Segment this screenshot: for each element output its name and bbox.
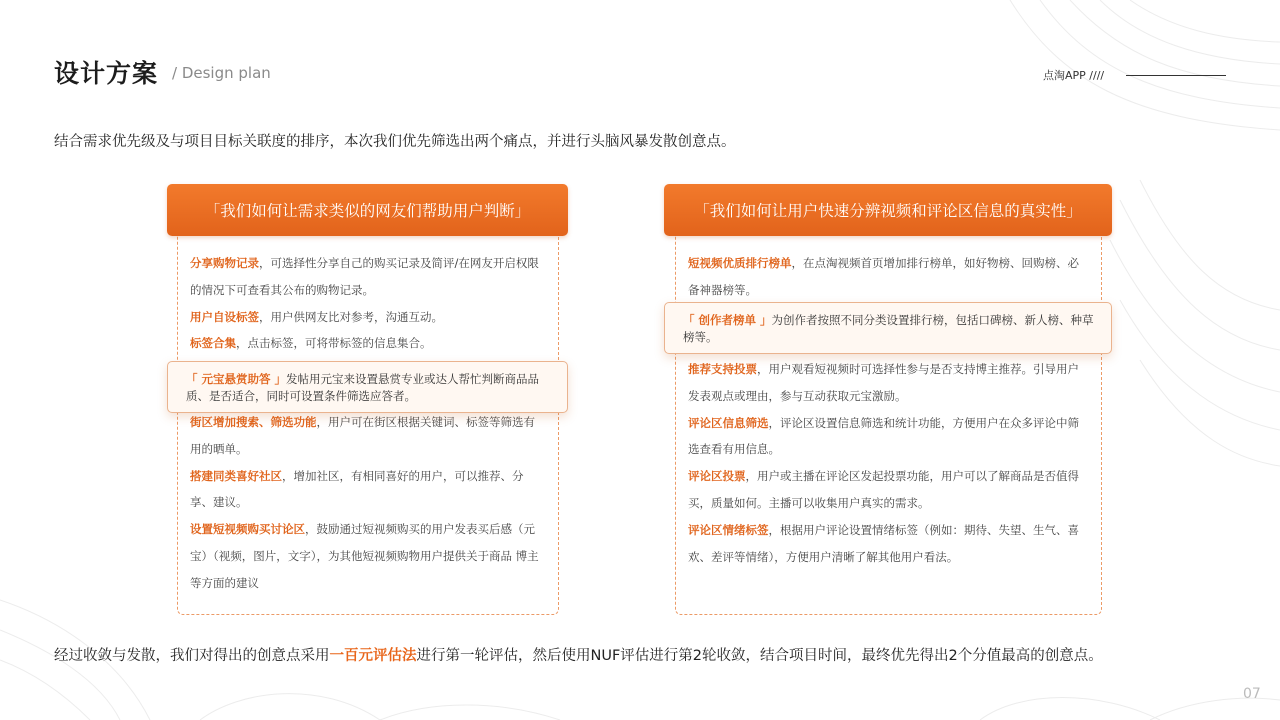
- callout-text: 发帖用元宝来设置悬赏专业或达人帮忙判断商品品质、是否适合，同时可设置条件筛选应答者。: [186, 372, 540, 403]
- left-card-body: [177, 234, 559, 615]
- right-card-callout: [664, 302, 1112, 354]
- list-item: 评论区信息筛选，评论区设置信息筛选和统计功能，方便用户在众多评论中筛选查看有用信息。: [688, 415, 1079, 457]
- intro-text: 结合需求优先级及与项目目标关联度的排序，本次我们优先筛选出两个痛点，并进行头脑风暴发散创意点。: [54, 134, 736, 150]
- list-item: 短视频优质排行榜单，在点淘视频首页增加排行榜单，如好物榜、回购榜、必备神器榜等。: [688, 256, 1079, 297]
- list-item: 街区增加搜索、筛选功能，用户可在街区根据关键词、标签等筛选有用的晒单。: [190, 415, 535, 456]
- left-card-callout: [167, 361, 568, 413]
- conclusion-text: 经过收敛与发散，我们对得出的创意点采用一百元评估法进行第一轮评估，然后使用NUF评估进行第2轮收敛，结合项目时间，最终优先得出2个分值最高的创意点。: [54, 648, 1103, 664]
- header-divider-line: [1126, 75, 1226, 76]
- page-title: 设计方案: [54, 59, 159, 88]
- right-card-title: 「我们如何让用户快速分辨视频和评论区信息的真实性」: [694, 202, 1082, 220]
- list-item: 分享购物记录，可选择性分享自己的购买记录及简评/在网友开启权限的情况下可查看其公布的购物记录。: [190, 256, 539, 297]
- right-card-header: [664, 184, 1112, 236]
- page-subtitle: / Design plan: [172, 64, 271, 82]
- list-item: 推荐支持投票，用户观看短视频时可选择性参与是否支持博主推荐。引导用户发表观点或理由，参与互动获取元宝激励。: [688, 362, 1079, 403]
- list-item: 评论区投票，用户或主播在评论区发起投票功能，用户可以了解商品是否值得买，质量如何。主播可以收集用户真实的需求。: [688, 469, 1079, 510]
- left-card-header: [167, 184, 568, 236]
- callout-text: 为创作者按照不同分类设置排行榜，包括口碑榜、新人榜、种草榜等。: [683, 313, 1094, 344]
- list-item: 搭建同类喜好社区，增加社区，有相同喜好的用户，可以推荐、分享、建议。: [190, 468, 524, 510]
- list-item: 标签合集，点击标签，可将带标签的信息集合。: [190, 336, 432, 351]
- left-card-title: 「我们如何让需求类似的网友们帮助用户判断」: [204, 202, 531, 220]
- callout-key: 「 创作者榜单 」: [683, 313, 772, 327]
- list-item: 评论区情绪标签，根据用户评论设置情绪标签（例如：期待、失望、生气、喜欢、差评等情绪），方便用户清晰了解其他用户看法。: [688, 522, 1079, 564]
- list-item: 用户自设标签，用户供网友比对参考，沟通互动。: [190, 309, 443, 324]
- page-number: 07: [1243, 686, 1261, 702]
- callout-key: 「 元宝悬赏助答 」: [186, 372, 287, 386]
- app-label: 点淘APP ////: [1043, 69, 1105, 82]
- list-item: 设置短视频购买讨论区，鼓励通过短视频购买的用户发表买后感（元宝）（视频，图片，文字），为其他短视频购物用户提供关于商品 博主等方面的建议: [190, 522, 539, 590]
- highlight-method: 一百元评估法: [329, 648, 417, 664]
- right-card-body: [675, 234, 1102, 615]
